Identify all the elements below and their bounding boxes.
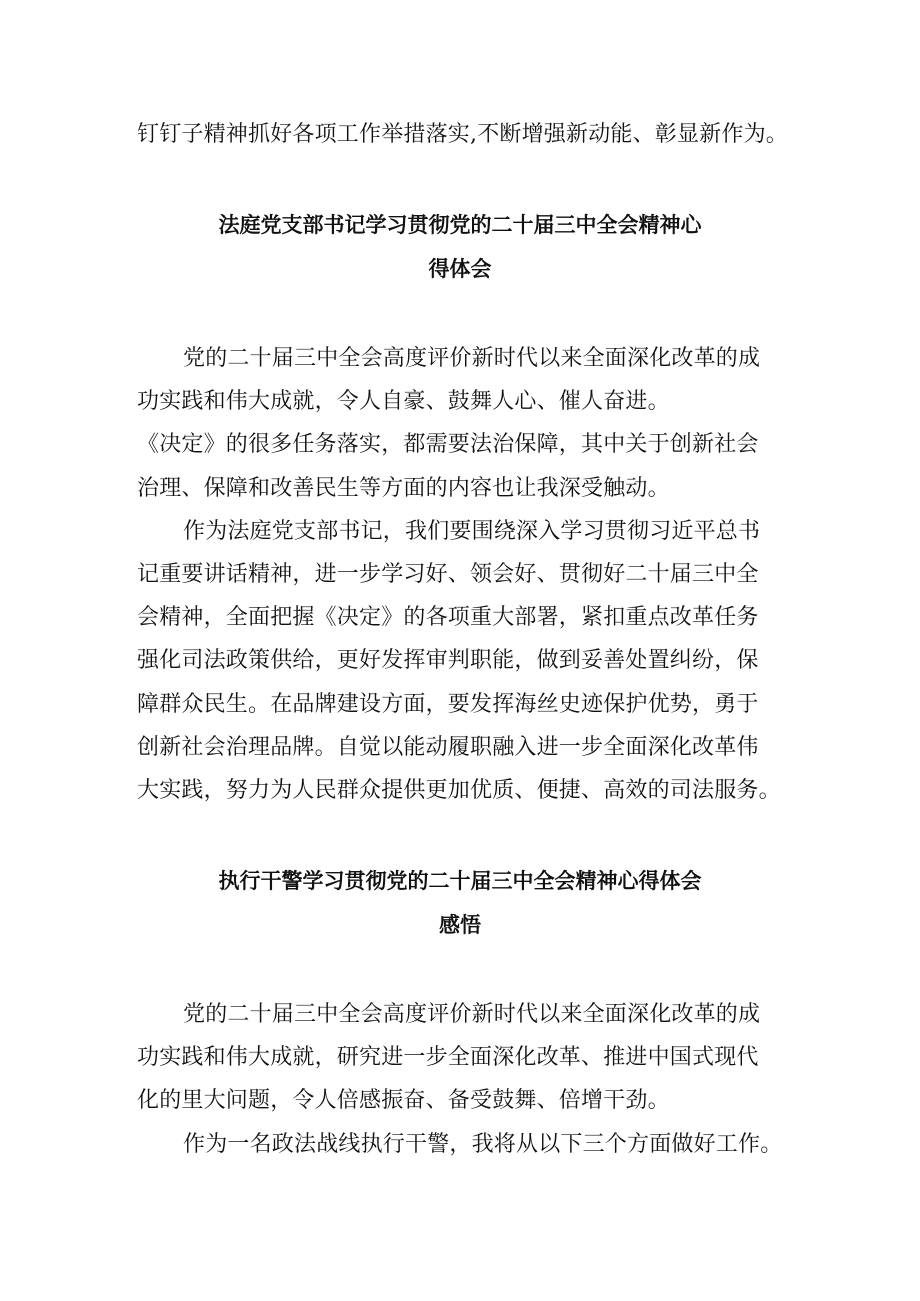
- section1-title-line1: 法庭党支部书记学习贯彻党的二十届三中全会精神心: [218, 213, 702, 237]
- section2-line-3: 化的里大问题，令人倍感振奋、备受鼓舞、倍增干劲。: [137, 1088, 670, 1113]
- section1-line-4: 治理、保障和改善民生等方面的内容也让我深受触动。: [137, 476, 670, 501]
- section1-line-1: 党的二十届三中全会高度评价新时代以来全面深化改革的成: [183, 346, 761, 371]
- section2-line-1: 党的二十届三中全会高度评价新时代以来全面深化改革的成: [183, 1002, 761, 1027]
- section1-line-6: 记重要讲话精神，进一步学习好、领会好、贯彻好二十届三中全: [137, 562, 759, 587]
- section1-line-10: 创新社会治理品牌。自觉以能动履职融入进一步全面深化改革伟: [137, 735, 759, 760]
- section1-title-line2: 得体会: [428, 257, 492, 281]
- intro-tail-paragraph: 钉钉子精神抓好各项工作举措落实,不断增强新动能、彰显新作为。: [137, 122, 788, 147]
- section1-line-8: 强化司法政策供给，更好发挥审判职能，做到妥善处置纠纷，保: [137, 648, 759, 673]
- section1-line-5: 作为法庭党支部书记，我们要围绕深入学习贯彻习近平总书: [183, 519, 761, 544]
- section2-title-line2: 感悟: [439, 913, 481, 937]
- section2-line-2: 功实践和伟大成就，研究进一步全面深化改革、推进中国式现代: [137, 1045, 759, 1070]
- section1-line-3: 《决定》的很多任务落实，都需要法治保障，其中关于创新社会: [137, 432, 759, 457]
- section1-line-2: 功实践和伟大成就，令人自豪、鼓舞人心、催人奋进。: [137, 389, 670, 414]
- section1-line-9: 障群众民生。在品牌建设方面，要发挥海丝史迹保护优势，勇于: [137, 692, 759, 717]
- section1-line-7: 会精神，全面把握《决定》的各项重大部署，紧扣重点改革任务: [137, 605, 759, 630]
- section1-line-11: 大实践，努力为人民群众提供更加优质、便捷、高效的司法服务。: [137, 778, 781, 803]
- section2-title-line1: 执行干警学习贯彻党的二十届三中全会精神心得体会: [218, 869, 702, 893]
- section2-line-4: 作为一名政法战线执行干警，我将从以下三个方面做好工作。: [183, 1132, 783, 1157]
